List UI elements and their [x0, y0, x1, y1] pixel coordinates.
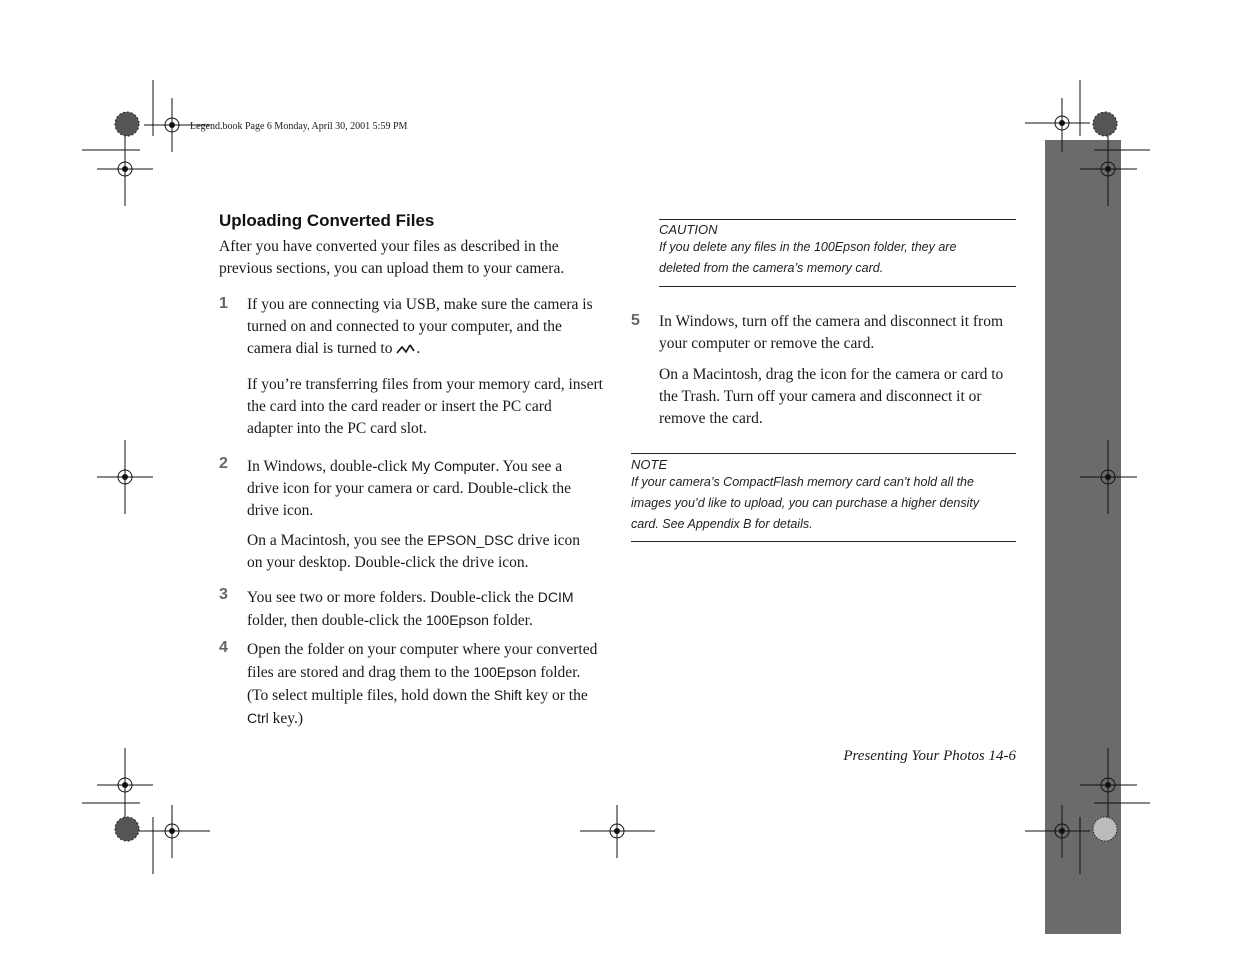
caution-box — [659, 219, 1016, 287]
my-computer-label: My Computer — [411, 458, 496, 474]
epson-dsc-label: EPSON_DSC — [427, 532, 514, 548]
section-title: Uploading Converted Files — [219, 211, 435, 230]
step-number-2: 2 — [219, 455, 228, 472]
100epson-label: 100Epson — [473, 664, 537, 680]
step-5-text: In Windows, turn off the camera and disconnect it from your computer or remove the card. — [659, 313, 1004, 352]
note-label: NOTE — [631, 457, 668, 472]
starburst-target-tl — [115, 112, 139, 136]
intro-paragraph: After you have converted your files as described in the previous sections, you can upload them to your camera. — [219, 238, 565, 277]
dcim-label: DCIM — [537, 589, 574, 605]
caution-text: If you delete any files in the 100Epson folder, they are deleted from the camera’s memory card. — [659, 240, 957, 275]
caution-label: CAUTION — [659, 222, 718, 237]
note-text: If your camera’s CompactFlash memory card can’t hold all the images you’d like to upload, you can purchase a higher density card. See Appendix B for details. — [631, 475, 980, 531]
shift-key-label: Shift — [493, 687, 522, 703]
page-footer: Presenting Your Photos 14-6 — [843, 748, 1016, 764]
print-header-info: Legend.book Page 6 Monday, April 30, 2001 5:59 PM — [190, 121, 408, 132]
camera-dial-connect-icon — [396, 343, 416, 355]
step-number-4: 4 — [219, 639, 228, 656]
step-number-3: 3 — [219, 586, 228, 603]
step-4-text: Open the folder on your computer where your converted files are stored and drag them to the 100Epson folder. (To select multiple files, hold down the Shift key or the Ctrl key.) — [247, 641, 598, 727]
note-box — [631, 453, 1016, 542]
step-3-text: You see two or more folders. Double-click the DCIM folder, then double-click the 100Epson folder. — [247, 589, 574, 629]
step-1-subtext: If you’re transferring files from your memory card, insert the card into the card reader or insert the PC card adapter into the PC card slot. — [247, 376, 603, 437]
step-number-5: 5 — [631, 312, 640, 329]
100epson-label: 100Epson — [425, 612, 489, 628]
step-2-subtext: On a Macintosh, you see the EPSON_DSC drive icon on your desktop. Double-click the drive icon. — [247, 532, 581, 571]
step-2-text: In Windows, double-click My Computer. You see a drive icon for your camera or card. Double-click the drive icon. — [247, 458, 572, 519]
ctrl-key-label: Ctrl — [247, 710, 269, 726]
step-number-1: 1 — [219, 295, 228, 312]
step-1-text: If you are connecting via USB, make sure the camera is turned on and connected to your computer, and the camera dial is turned to . — [247, 296, 593, 357]
step-5-subtext: On a Macintosh, drag the icon for the camera or card to the Trash. Turn off your camera and disconnect it or remove the card. — [659, 366, 1004, 427]
